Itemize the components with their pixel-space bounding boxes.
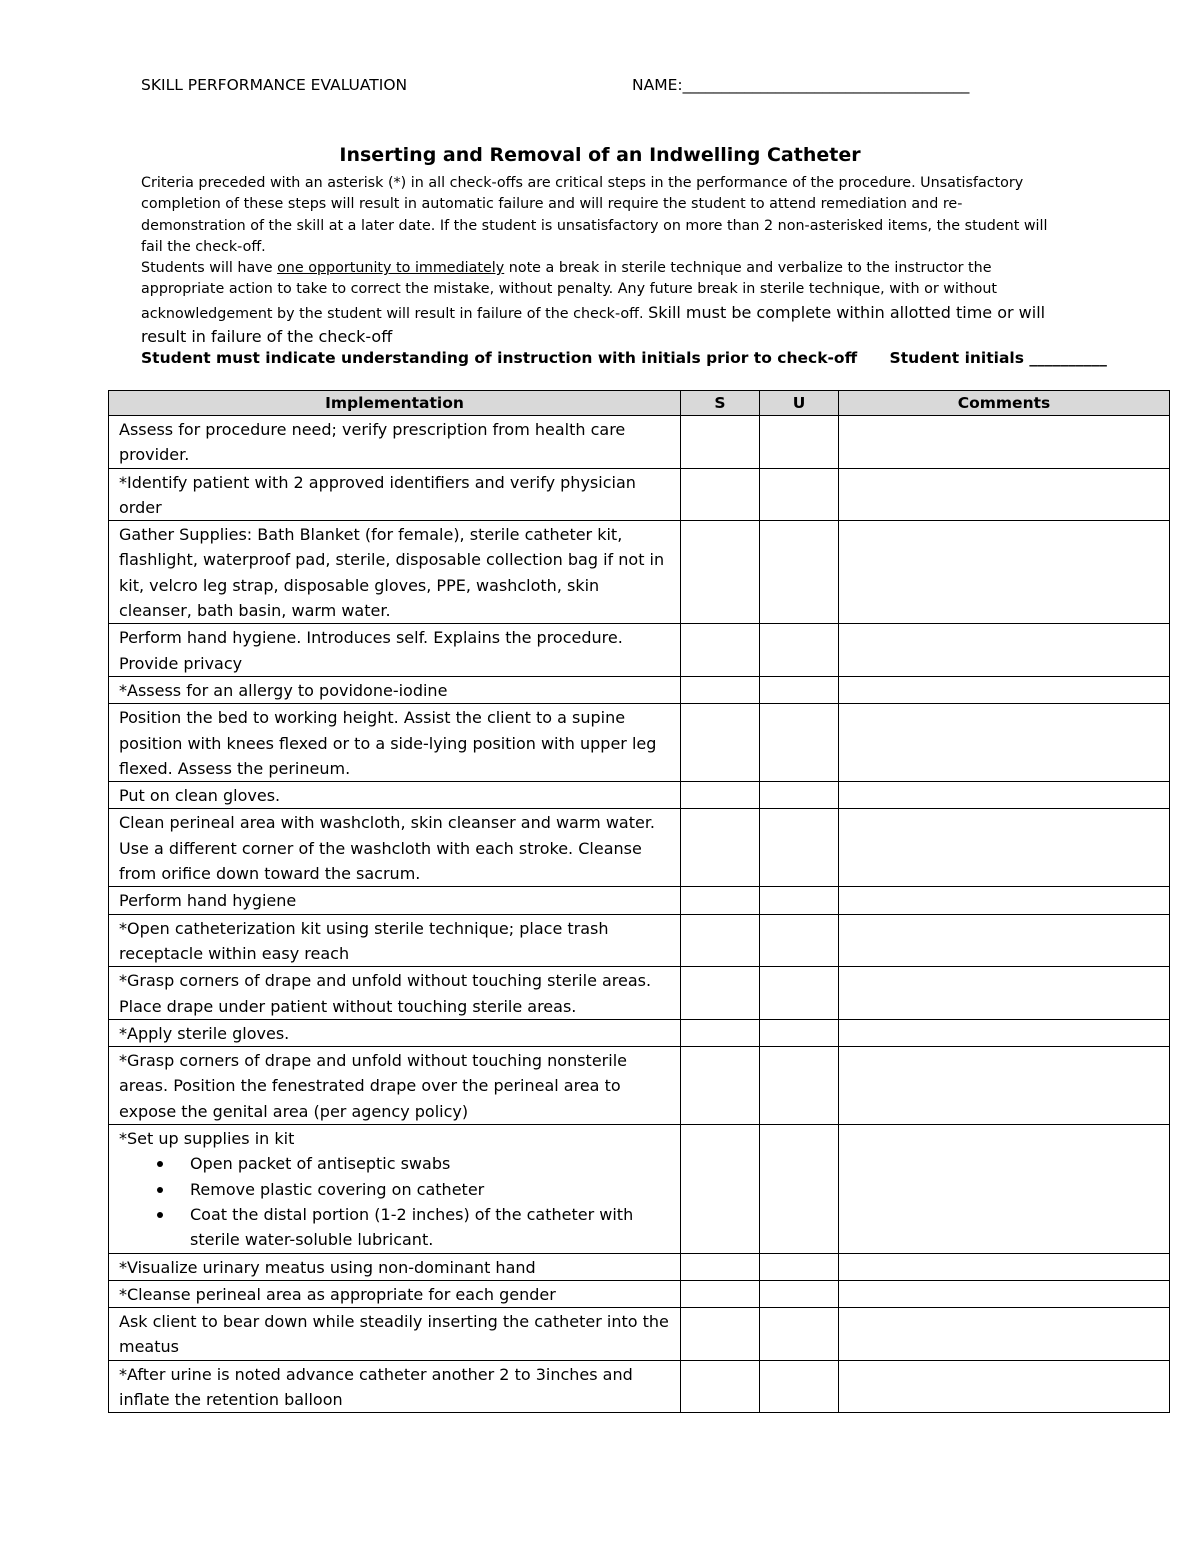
- criteria-text: [141, 173, 1057, 349]
- s-cell[interactable]: [681, 1019, 760, 1046]
- table-row: [109, 624, 1170, 677]
- u-cell[interactable]: [760, 624, 839, 677]
- implementation-cell: *Assess for an allergy to povidone-iodine: [109, 676, 681, 703]
- comments-cell[interactable]: [839, 704, 1170, 782]
- table-row: [109, 704, 1170, 782]
- form-type-label: SKILL PERFORMANCE EVALUATION: [141, 76, 408, 94]
- u-cell[interactable]: [760, 914, 839, 967]
- criteria-p2-mid: note a break in sterile technique and verbalize to the instructor the appropriate action to take to correct the mistake, without penalty. Any future break in sterile technique, with or without acknowledgement by the student will result in failure of the check-off.: [141, 260, 998, 322]
- implementation-cell: Clean perineal area with washcloth, skin cleanser and warm water. Use a different corner of the washcloth with each stroke. Cleanse from orifice down toward the sacrum.: [109, 809, 681, 887]
- implementation-cell: Assess for procedure need; verify prescription from health care provider.: [109, 416, 681, 469]
- table-row: [109, 1280, 1170, 1307]
- implementation-cell: Ask client to bear down while steadily inserting the catheter into the meatus: [109, 1308, 681, 1361]
- name-field[interactable]: NAME:_____________________________________: [632, 76, 970, 94]
- table-header-row: [109, 391, 1170, 416]
- s-cell[interactable]: [681, 914, 760, 967]
- table-row: [109, 1360, 1170, 1413]
- table-row: [109, 1308, 1170, 1361]
- s-cell[interactable]: [681, 1360, 760, 1413]
- comments-cell[interactable]: [839, 1125, 1170, 1253]
- u-cell[interactable]: [760, 782, 839, 809]
- s-cell[interactable]: [681, 1125, 760, 1253]
- list-item: Remove plastic covering on catheter: [119, 1177, 674, 1202]
- comments-cell[interactable]: [839, 782, 1170, 809]
- comments-cell[interactable]: [839, 1047, 1170, 1125]
- table-row: [109, 914, 1170, 967]
- comments-cell[interactable]: [839, 416, 1170, 469]
- s-cell[interactable]: [681, 1308, 760, 1361]
- s-cell[interactable]: [681, 1253, 760, 1280]
- table-row: [109, 967, 1170, 1020]
- s-cell[interactable]: [681, 887, 760, 914]
- table-row: [109, 1253, 1170, 1280]
- implementation-cell: *Visualize urinary meatus using non-dominant hand: [109, 1253, 681, 1280]
- comments-cell[interactable]: [839, 809, 1170, 887]
- comments-cell[interactable]: [839, 1308, 1170, 1361]
- table-row: [109, 416, 1170, 469]
- implementation-cell: *Open catheterization kit using sterile technique; place trash receptacle within easy reach: [109, 914, 681, 967]
- table-row: [109, 468, 1170, 521]
- comments-cell[interactable]: [839, 468, 1170, 521]
- implementation-cell: Position the bed to working height. Assist the client to a supine position with knees flexed or to a side-lying position with upper leg flexed. Assess the perineum.: [109, 704, 681, 782]
- comments-cell[interactable]: [839, 914, 1170, 967]
- s-cell[interactable]: [681, 782, 760, 809]
- table-row: [109, 1125, 1170, 1253]
- header-implementation: Implementation: [109, 391, 681, 416]
- criteria-p2-underlined: one opportunity to immediately: [277, 260, 505, 277]
- setup-list: [119, 1151, 674, 1252]
- u-cell[interactable]: [760, 809, 839, 887]
- document-title: Inserting and Removal of an Indwelling Catheter: [339, 144, 861, 166]
- table-row: [109, 521, 1170, 624]
- comments-cell[interactable]: [839, 887, 1170, 914]
- setup-title: *Set up supplies in kit: [119, 1129, 295, 1149]
- s-cell[interactable]: [681, 676, 760, 703]
- u-cell[interactable]: [760, 416, 839, 469]
- s-cell[interactable]: [681, 967, 760, 1020]
- implementation-cell: Perform hand hygiene: [109, 887, 681, 914]
- s-cell[interactable]: [681, 416, 760, 469]
- table-body: [109, 416, 1170, 1413]
- u-cell[interactable]: [760, 967, 839, 1020]
- instruction-text: Student must indicate understanding of instruction with initials prior to check-off: [141, 349, 858, 367]
- u-cell[interactable]: [760, 1308, 839, 1361]
- table-row: [109, 782, 1170, 809]
- u-cell[interactable]: [760, 676, 839, 703]
- s-cell[interactable]: [681, 624, 760, 677]
- u-cell[interactable]: [760, 704, 839, 782]
- criteria-paragraph-2: [141, 258, 1057, 349]
- comments-cell[interactable]: [839, 676, 1170, 703]
- table-row: [109, 1047, 1170, 1125]
- s-cell[interactable]: [681, 704, 760, 782]
- criteria-p2-start: Students will have: [141, 260, 278, 277]
- comments-cell[interactable]: [839, 624, 1170, 677]
- implementation-cell: Gather Supplies: Bath Blanket (for female), sterile catheter kit, flashlight, waterproof pad, sterile, disposable collection bag if not in kit, velcro leg strap, disposable gloves, PPE, washcloth, skin cleanser, bath basin, warm water.: [109, 521, 681, 624]
- s-cell[interactable]: [681, 1047, 760, 1125]
- s-cell[interactable]: [681, 1280, 760, 1307]
- list-item: Open packet of antiseptic swabs: [119, 1151, 674, 1176]
- header-comments: Comments: [839, 391, 1170, 416]
- u-cell[interactable]: [760, 1253, 839, 1280]
- implementation-cell: *Grasp corners of drape and unfold without touching sterile areas. Place drape under patient without touching sterile areas.: [109, 967, 681, 1020]
- s-cell[interactable]: [681, 521, 760, 624]
- u-cell[interactable]: [760, 887, 839, 914]
- implementation-cell: [109, 1125, 681, 1253]
- header-u: U: [760, 391, 839, 416]
- s-cell[interactable]: [681, 809, 760, 887]
- s-cell[interactable]: [681, 468, 760, 521]
- u-cell[interactable]: [760, 1019, 839, 1046]
- comments-cell[interactable]: [839, 1360, 1170, 1413]
- comments-cell[interactable]: [839, 967, 1170, 1020]
- header-s: S: [681, 391, 760, 416]
- comments-cell[interactable]: [839, 1019, 1170, 1046]
- comments-cell[interactable]: [839, 521, 1170, 624]
- table-row: [109, 887, 1170, 914]
- comments-cell[interactable]: [839, 1253, 1170, 1280]
- evaluation-table: [108, 390, 1170, 1413]
- u-cell[interactable]: [760, 1360, 839, 1413]
- implementation-cell: Put on clean gloves.: [109, 782, 681, 809]
- comments-cell[interactable]: [839, 1280, 1170, 1307]
- u-cell[interactable]: [760, 1125, 839, 1253]
- implementation-cell: Perform hand hygiene. Introduces self. Explains the procedure. Provide privacy: [109, 624, 681, 677]
- initials-instruction: [141, 349, 1107, 367]
- criteria-paragraph-1: Criteria preceded with an asterisk (*) in all check-offs are critical steps in the performance of the procedure. Unsatisfactory completion of these steps will result in automatic failure and will require the student to attend remediation and re-demonstration of the skill at a later date. If the student is unsatisfactory on more than 2 non-asterisked items, the student will fail the check-off.: [141, 175, 1048, 255]
- u-cell[interactable]: [760, 521, 839, 624]
- implementation-cell: *Apply sterile gloves.: [109, 1019, 681, 1046]
- table-row: [109, 676, 1170, 703]
- u-cell[interactable]: [760, 468, 839, 521]
- table-row: [109, 1019, 1170, 1046]
- u-cell[interactable]: [760, 1047, 839, 1125]
- table-row: [109, 809, 1170, 887]
- implementation-cell: *Cleanse perineal area as appropriate for each gender: [109, 1280, 681, 1307]
- criteria-p2-end: Skill must be complete within allotted time or will result in failure of the check-off: [141, 302, 1046, 347]
- student-initials-field[interactable]: Student initials __________: [889, 349, 1107, 367]
- implementation-cell: *Identify patient with 2 approved identifiers and verify physician order: [109, 468, 681, 521]
- list-item: Coat the distal portion (1-2 inches) of the catheter with sterile water-soluble lubricant.: [119, 1202, 674, 1253]
- u-cell[interactable]: [760, 1280, 839, 1307]
- implementation-cell: *After urine is noted advance catheter another 2 to 3inches and inflate the retention balloon: [109, 1360, 681, 1413]
- implementation-cell: *Grasp corners of drape and unfold without touching nonsterile areas. Position the fenestrated drape over the perineal area to expose the genital area (per agency policy): [109, 1047, 681, 1125]
